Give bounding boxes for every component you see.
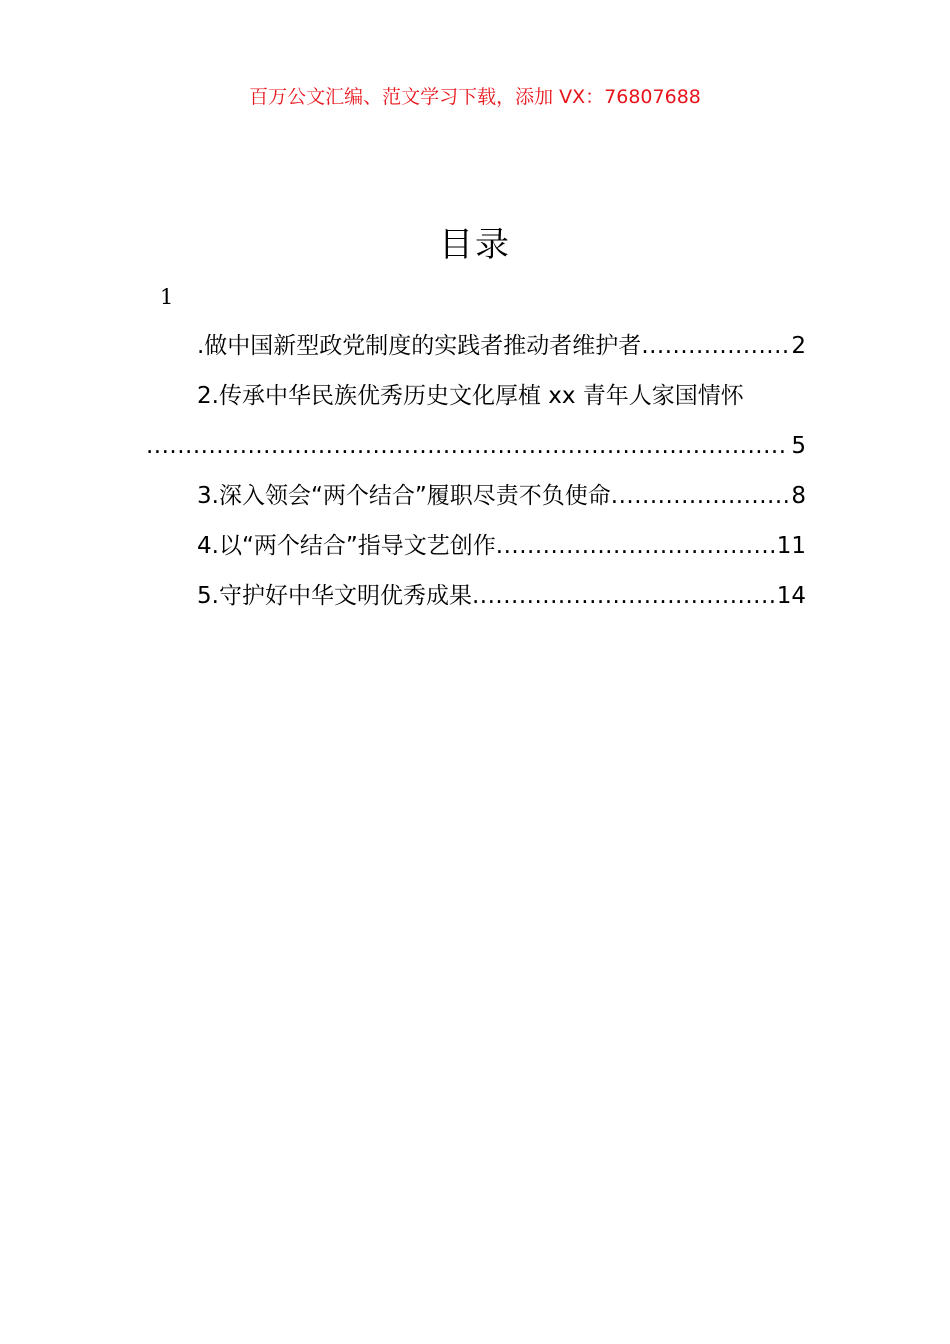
toc-dot-leader xyxy=(146,426,789,466)
toc-dot-leader xyxy=(611,476,790,516)
toc-entry-4[interactable] xyxy=(146,526,806,576)
toc-page-number: 14 xyxy=(776,583,806,609)
toc-title: 目录 xyxy=(439,225,511,265)
toc-entry-title: 4.以“两个结合”指导文艺创作 xyxy=(197,533,496,559)
page-marker: 1 xyxy=(160,285,174,309)
toc-page-number: 11 xyxy=(776,533,806,559)
toc-page-number: 8 xyxy=(791,483,806,509)
toc-entry-3[interactable] xyxy=(146,476,806,526)
toc-dot-leader xyxy=(641,326,789,366)
toc-page-number: 5 xyxy=(791,433,806,459)
toc-entry-title: 2.传承中华民族优秀历史文化厚植 xx 青年人家国情怀 xyxy=(197,383,744,409)
toc-entry-leader-line xyxy=(146,426,806,476)
toc-page-number: 2 xyxy=(791,333,806,359)
table-of-contents xyxy=(146,326,806,626)
toc-entry-2[interactable] xyxy=(146,376,806,476)
header-download-note: 百万公文汇编、范文学习下载，添加 VX：76807688 xyxy=(249,86,701,108)
toc-entry-title: .做中国新型政党制度的实践者推动者维护者 xyxy=(197,333,642,359)
toc-entry-title: 5.守护好中华文明优秀成果 xyxy=(197,583,472,609)
toc-entry-title: 3.深入领会“两个结合”履职尽责不负使命 xyxy=(197,483,611,509)
toc-entry-1[interactable] xyxy=(146,326,806,376)
toc-entry-5[interactable] xyxy=(146,576,806,626)
toc-dot-leader xyxy=(472,576,775,616)
toc-dot-leader xyxy=(496,526,775,566)
